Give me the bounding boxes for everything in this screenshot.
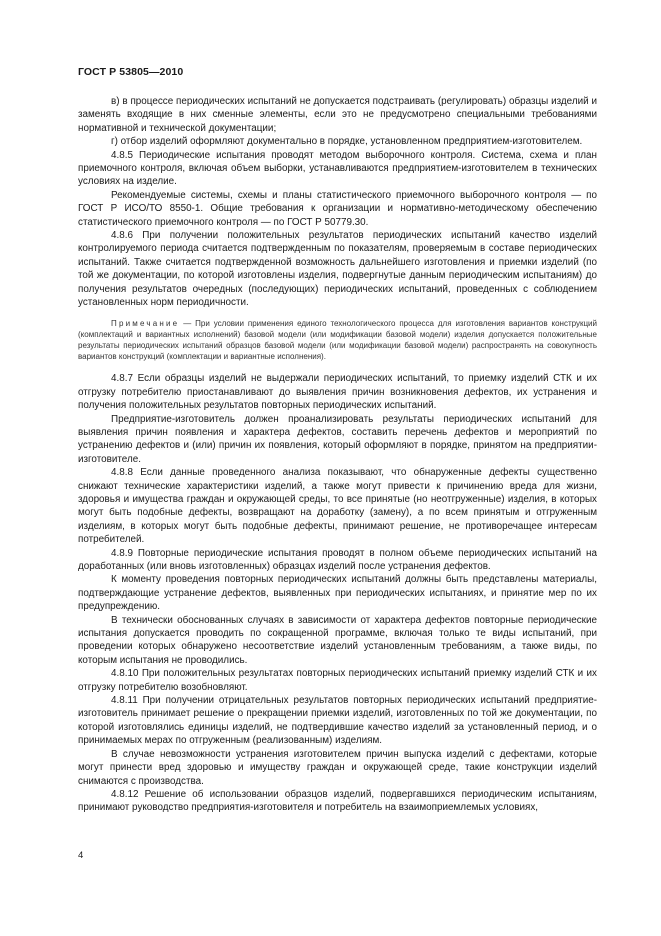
paragraph: 4.8.8 Если данные проведенного анализа показывают, что обнаруженные дефекты существенно снижают технические характеристики изделий, а также могут привести к причинению вреда для жизни, здоровья и имущества граждан и окружающей среды, то все принятые (но неотгруженные) изделия, в которых могут быть подобные дефекты, возвращают на доработку (замену), а по всем принятым и отгруженным изделиям, в которых могут быть подобные дефекты, принимают решение, не противоречащее интересам потребителей. xyxy=(78,467,597,546)
paragraph: В случае невозможности устранения изготовителем причин выпуска изделий с дефектами, которые могут принести вред здоровью и имуществу граждан и окружающей среде, такие конструкции изделий снимаются с производства. xyxy=(78,748,597,787)
paragraph: К моменту проведения повторных периодических испытаний должны быть представлены материалы, подтверждающие устранение дефектов, выявленных при периодических испытаниях, и принятие мер по их предупреждению. xyxy=(78,574,597,613)
note xyxy=(78,318,597,363)
paragraph: 4.8.10 При положительных результатах повторных периодических испытаний приемку изделий СТК и их отгрузку потребителю возобновляют. xyxy=(78,668,597,693)
note-text: — При условии применения единого технологического процесса для изготовления вариантов конструкций (комплектаций и вариантных исполнений) базовой модели (или модификации базовой модели) изделия допускается положительные результаты периодических испытаний образцов базовой модели (или модификации базовой модели) распространять на совокупность вариантов конструкций (комплектации и вариантные исполнения). xyxy=(78,318,597,362)
paragraph: г) отбор изделий оформляют документально в порядке, установленном предприятием-изготовителем. xyxy=(111,136,583,148)
paragraph: 4.8.6 При получении положительных результатов периодических испытаний качество изделий контролируемого периода считается подтвержденным по показателям, проверяемым в составе периодических испытаний. Также считается подтвержденной возможность дальнейшего изготовления и приемки изделий (по той же документации, по которой изготовлены изделия, подвергнутые данным периодическим испытаниям) до получения результатов очередных (последующих) периодических испытаний, проведенных с соблюдением установленных норм периодичности. xyxy=(78,230,597,309)
paragraph: 4.8.5 Периодические испытания проводят методом выборочного контроля. Система, схема и план приемочного контроля, включая объем выборки, устанавливаются предприятием-изготовителем в технических условиях на изделие. xyxy=(78,149,597,188)
page-number: 4 xyxy=(78,850,84,861)
paragraph: Рекомендуемые системы, схемы и планы статистического приемочного выборочного контроля — по ГОСТ Р ИСО/ТО 8550-1. Общие требования к организации и нормативно-методическому обеспечению статистического приемочного контроля — по ГОСТ Р 50779.30. xyxy=(78,189,597,228)
paragraph: В технически обоснованных случаях в зависимости от характера дефектов повторные периодические испытания допускается проводить по сокращенной программе, включая только те виды испытаний, при проведении которых обнаружено несоответствие изделий установленным требованиям, а также виды, по которым испытания не проводились. xyxy=(78,614,597,666)
paragraph: в) в процессе периодических испытаний не допускается подстраивать (регулировать) образцы изделий и заменять входящие в них сменные элементы, если это не предусмотрено специальными требованиями нормативной и технической документации; xyxy=(78,96,597,134)
document-header-code: ГОСТ Р 53805—2010 xyxy=(78,66,184,78)
paragraph: 4.8.12 Решение об использовании образцов изделий, подвергавшихся периодическим испытаниям, принимают руководство предприятия-изготовителя и потребитель на взаимоприемлемых условиях, xyxy=(78,788,597,814)
paragraph: 4.8.9 Повторные периодические испытания проводят в полном объеме периодических испытаний на доработанных (или вновь изготовленных) образцах изделий после устранения дефектов. xyxy=(78,547,597,572)
note-label: Примечание xyxy=(111,318,180,328)
document-body xyxy=(78,95,597,815)
paragraph: 4.8.7 Если образцы изделий не выдержали периодических испытаний, то приемку изделий СТК и их отгрузку потребителю приостанавливают до выявления причин возникновения дефектов, их устранения и получения положительных результатов повторных периодических испытаний. xyxy=(78,373,597,412)
paragraph: Предприятие-изготовитель должен проанализировать результаты периодических испытаний для выявления причин появления и характера дефектов, составить перечень дефектов и мероприятий по устранению дефектов и (или) причин их появления, который оформляют в порядке, принятом на предприятии-изготовителе. xyxy=(78,413,597,465)
paragraph: 4.8.11 При получении отрицательных результатов повторных периодических испытаний предприятие-изготовитель принимает решение о прекращении приемки изделий, изготовленных по той же документации, по которой изготовлялись единицы изделий, не подтвердившие качество изделий за установленный период, и о принимаемых мерах по отгруженным (реализованным) изделиям. xyxy=(78,695,597,747)
